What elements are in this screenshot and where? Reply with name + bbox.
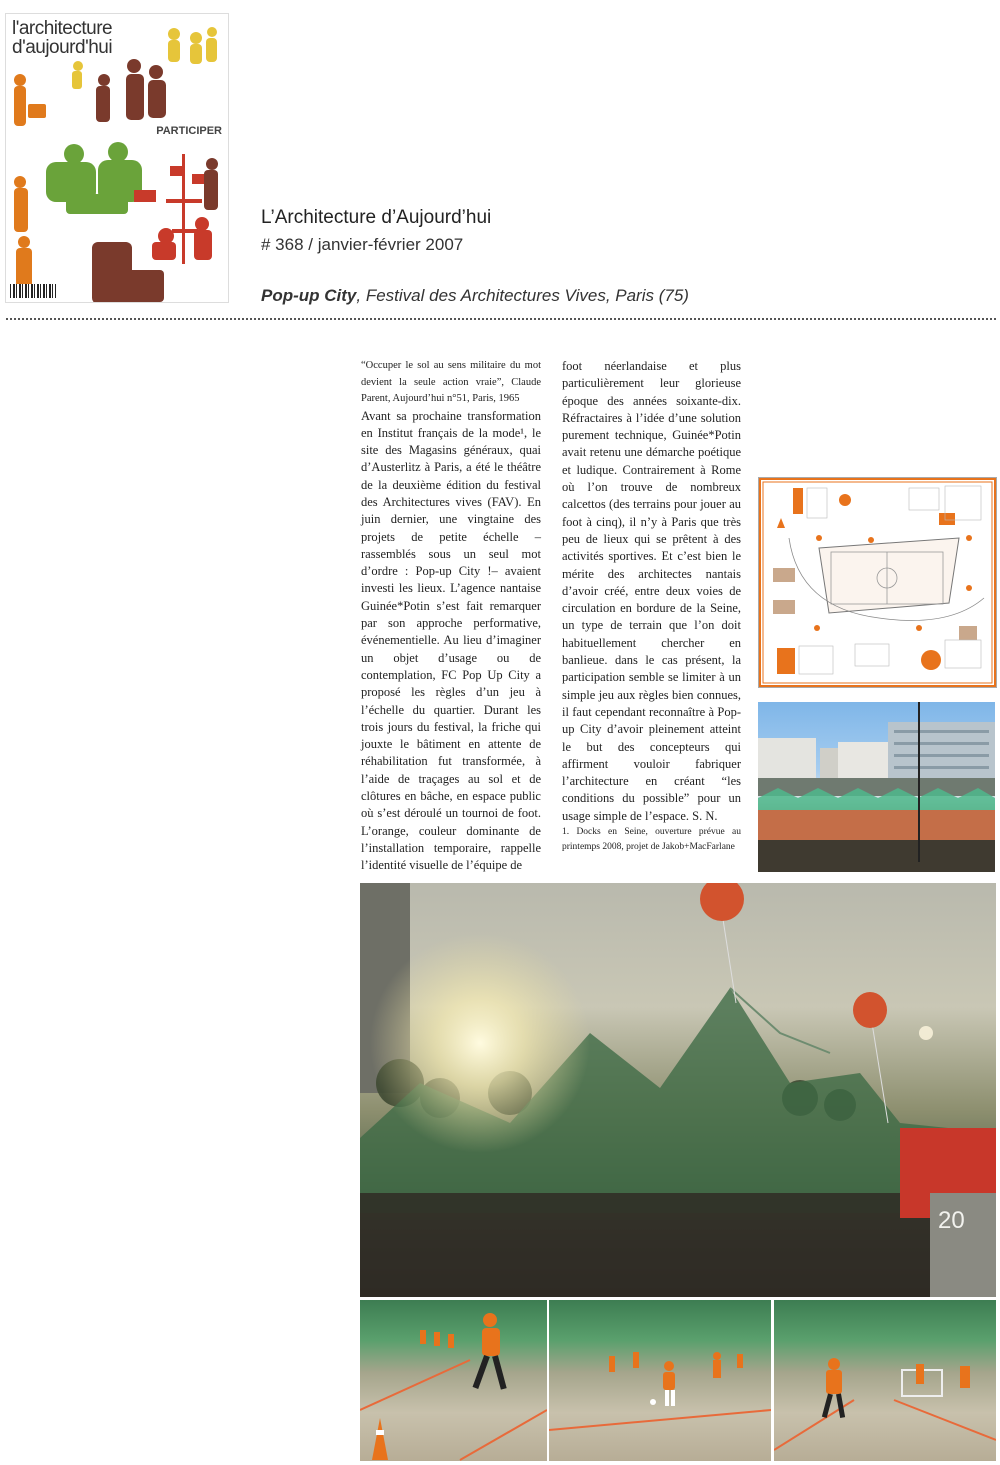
cover-barcode (10, 284, 56, 298)
photo-player-running-drawing (360, 1300, 547, 1461)
photo-site-drawing (758, 702, 995, 872)
photo-site-view (758, 702, 995, 872)
footnote: 1. Docks en Seine, ouverture prévue au printemps 2008, projet de Jakob+MacFarlane (562, 827, 741, 853)
body-text-2: foot néerlandaise et plus particulièrement leur glorieuse époque des années soixante-dix. Réfractaires à l’idée d’une solution purement technique, Guinée*Potin avait retenu une démarche poétique et ludique. Contrairement à Rome où l’on trouve de nombreux calcettos (des terrains pour jouer au foot à cinq), il n’y à Paris que très peu de lieux qui se prêtent à des activités sportives. Et c’est bien le mérite des architectes nantais d’avoir créé, entre deux voies de circulation en bordure de la Seine, un type de terrain que l’on doit habituellement chercher en banlieue. dans le cas présent, la participation semble se limiter à un simple jeu aux règles bien connues, il faut cependant reconnaître à Pop-up City d’avoir pleinement atteint le but des concepteurs qui affirment vouloir fabriquer l’architecture en créant “les conditions du possible” pour un usage simple de l’espace. S. N. (562, 359, 741, 823)
text-column-1 (361, 358, 541, 875)
article-title: Pop-up City (261, 286, 357, 305)
photo-match-play (549, 1300, 771, 1461)
photo-installation-drawing (360, 883, 996, 1297)
cover-title-line2: d'aujourd'hui (12, 37, 113, 58)
sign-number: 20 (938, 1207, 965, 1234)
photo-player-kicking-drawing (774, 1300, 996, 1461)
text-column-2 (562, 358, 741, 855)
photo-player-running (360, 1300, 547, 1461)
cover-masthead (12, 19, 112, 57)
article-subtitle: , Festival des Architectures Vives, Paris (75) (356, 286, 689, 305)
photo-player-kicking (774, 1300, 996, 1461)
plan-drawing (759, 478, 996, 687)
epigraph: “Occuper le sol au sens militaire du mot devient la seule action vraie”, Claude Parent, Aujourd’hui n°51, Paris, 1965 (361, 360, 541, 404)
publication-title: L’Architecture d’Aujourd’hui (261, 207, 492, 228)
body-text-1: Avant sa prochaine transformation en Institut français de la mode¹, le site des Magasins généraux, quai d’Austerlitz à Paris, a été le théâtre de la deuxième édition du festival des Architectures vives (FAV). En juin dernier, une vingtaine des projets de petite échelle –rassemblés sous un seul mot d’ordre : Pop-up City !– avaient investi les lieux. L’agence nantaise Guinée*Potin s’est fait remarquer par son approche performative, événementielle. Au lieu d’imaginer un objet d’usage ou de contemplation, FC Pop Up City a proposé les règles d’un jeu à l’échelle du quartier. Durant les trois jours du festival, la friche qui jouxte le bâtiment en attente de réhabilitation fut transformée, à l’aide de traçages au sol et de clôtures en bâche, en espace public où s’est déroulé un tournoi de foot. L’orange, couleur dominante de l’installation temporaire, rappelle l’identité visuelle de l’équipe de (361, 408, 541, 873)
cover-theme: PARTICIPER (156, 125, 222, 137)
dotted-divider (6, 318, 996, 320)
cover-title-line1: l'architecture (12, 18, 113, 39)
site-plan-diagram (758, 477, 997, 688)
photo-installation-sunset (360, 883, 996, 1297)
article-heading (261, 286, 689, 306)
magazine-cover (5, 13, 229, 303)
publication-issue: # 368 / janvier-février 2007 (261, 235, 464, 254)
photo-match-play-drawing (549, 1300, 771, 1461)
